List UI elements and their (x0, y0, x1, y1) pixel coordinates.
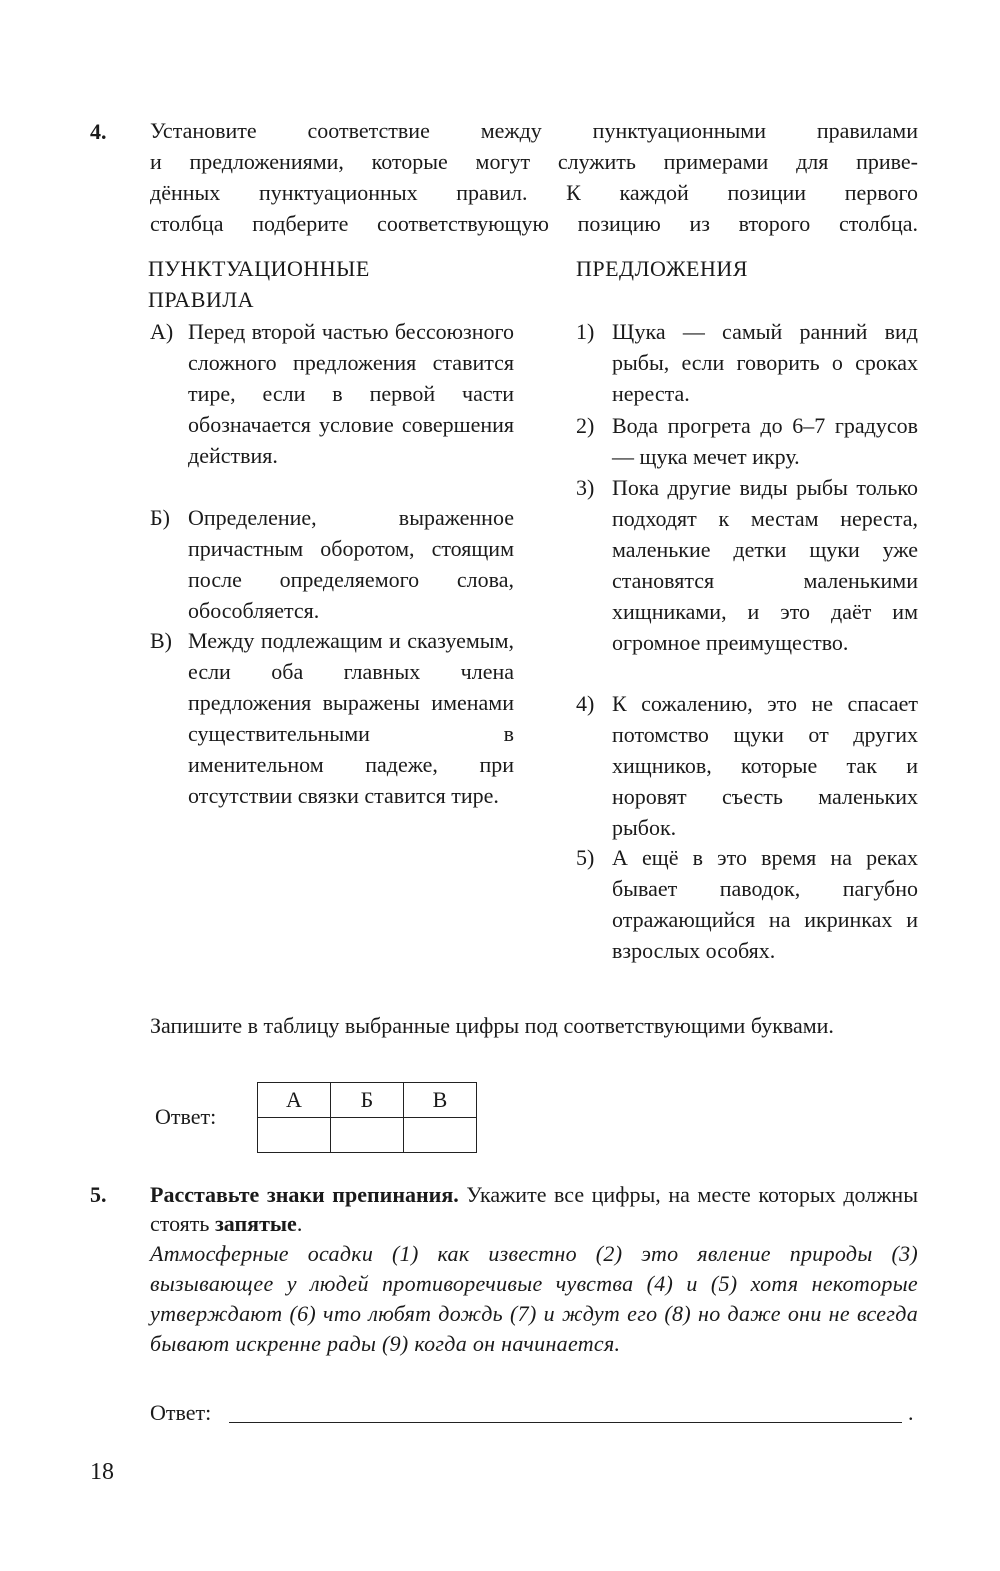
answer-table (257, 1082, 477, 1153)
sentence-item-1 (576, 316, 918, 409)
sentence-item-3 (576, 472, 918, 658)
answer-cell-b[interactable] (331, 1118, 404, 1153)
task-5-instruction-middle: Укажите все цифры, на месте которых должны стоять (150, 1182, 918, 1236)
answer-table-input-row (258, 1118, 477, 1153)
task-5-sentence: Атмосферные осадки (1) как известно (2) это явление природы (3) вызывающее у людей противоречивые чувства (4) и (5) хотя некоторые утверждают (6) что любят дождь (7) и ждут его (8) но даже они не всегда бывают искренне рады (9) когда он начинается. (150, 1241, 918, 1356)
sentence-marker: 1) (576, 319, 595, 344)
sentence-marker: 3) (576, 475, 595, 500)
answer-table-header-row (258, 1083, 477, 1118)
sentence-text: Щука — самый ранний вид рыбы, если говорить о сроках нереста. (612, 319, 918, 406)
answer-header-v: В (404, 1083, 477, 1118)
rules-heading-line-2: ПРАВИЛА (148, 287, 255, 312)
rule-marker: Б) (150, 505, 170, 530)
task-4-instruction: Запишите в таблицу выбранные цифры под соответствующими буквами. (150, 1013, 834, 1038)
task-5-instruction (150, 1180, 918, 1238)
answer-header-a: А (258, 1083, 331, 1118)
rule-item-b (150, 502, 514, 626)
task-4-intro-line-3: дённых пунктуационных правил. К каждой позиции первого (150, 180, 918, 205)
sentences-heading: ПРЕДЛОЖЕНИЯ (576, 256, 748, 281)
sentence-marker: 2) (576, 413, 595, 438)
sentence-item-2 (576, 410, 918, 472)
task-4-intro-line-2: и предложениями, которые могут служить примерами для приве- (150, 149, 918, 174)
sentence-marker: 5) (576, 845, 595, 870)
rule-marker: А) (150, 319, 174, 344)
sentence-text: К сожалению, это не спасает потомство щуки от других хищников, которые так и норовят съесть маленьких рыбок. (612, 691, 918, 840)
task-4-answer-label: Ответ: (155, 1104, 217, 1129)
sentence-text: А ещё в это время на реках бывает паводок, пагубно отражающийся на икринках и взрослых особях. (612, 845, 918, 963)
task-5-bold-commas: запятые (214, 1211, 297, 1236)
answer-cell-v[interactable] (404, 1118, 477, 1153)
rule-item-v (150, 625, 514, 811)
rule-text: Определение, выраженное причастным оборотом, стоящим после определяемого слова, обособляется. (188, 505, 514, 623)
sentence-item-4 (576, 688, 918, 843)
task-5-answer-end: . (908, 1400, 914, 1425)
sentence-text: Пока другие виды рыбы только подходят к местам нереста, маленькие детки щуки уже становятся маленькими хищниками, и это даёт им огромное преимущество. (612, 475, 918, 655)
answer-cell-a[interactable] (258, 1118, 331, 1153)
sentence-text: Вода прогрета до 6–7 градусов — щука мечет икру. (612, 413, 918, 469)
rule-marker: В) (150, 628, 172, 653)
task-5-bold-lead: Расставьте знаки препинания. (150, 1182, 459, 1207)
task-5-number: 5. (90, 1182, 107, 1207)
rule-item-a (150, 316, 514, 471)
task-4-intro-line-1: Установите соответствие между пунктуационными правилами (150, 118, 918, 143)
rule-text: Перед второй частью бессоюзного сложного предложения ставится тире, если в первой части обозначается условие совершения действия. (188, 319, 514, 468)
sentence-marker: 4) (576, 691, 595, 716)
task-4-number: 4. (90, 119, 107, 144)
sentence-item-5 (576, 842, 918, 966)
task-5-answer-line[interactable] (229, 1422, 902, 1423)
rule-text: Между подлежащим и сказуемым, если оба главных члена предложения выражены именами существительными в именительном падеже, при отсутствии связки ставится тире. (188, 628, 514, 808)
task-4-intro-line-4: столбца подберите соответствующую позицию из второго столбца. (150, 211, 918, 236)
rules-heading-line-1: ПУНКТУАЦИОННЫЕ (148, 256, 370, 281)
page-number: 18 (90, 1459, 114, 1485)
task-5-answer-label: Ответ: (150, 1400, 212, 1425)
task-5-instruction-end: . (296, 1211, 303, 1236)
answer-header-b: Б (331, 1083, 404, 1118)
